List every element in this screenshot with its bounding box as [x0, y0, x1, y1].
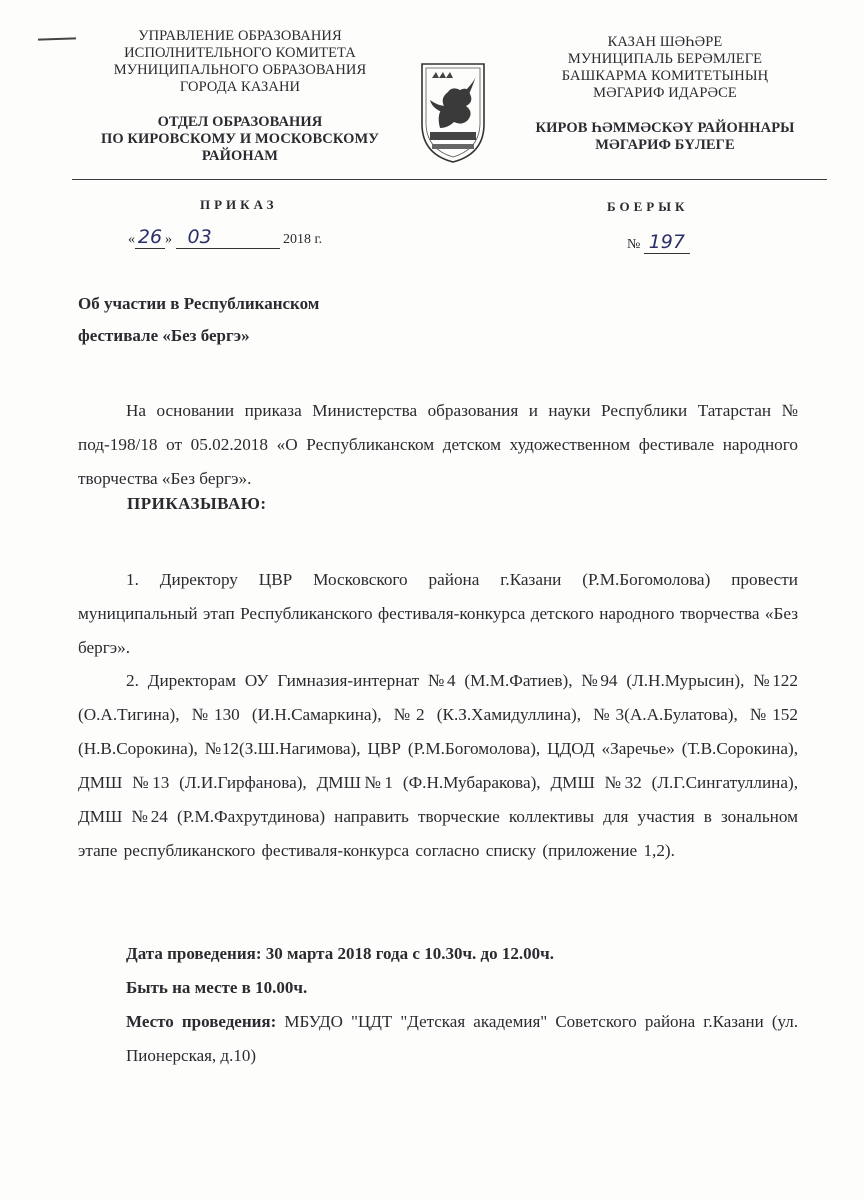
header-right-org-line: КАЗАН ШӘҺӘРЕ	[607, 34, 723, 50]
preamble-paragraph: На основании приказа Министерства образования и науки Республики Татарстан № под-198/18 от 05.02.2018 «О Республиканском детском художественном фестивале народного творчества «Без бергэ».	[78, 401, 798, 488]
header-left-org-line: МУНИЦИПАЛЬНОГО ОБРАЗОВАНИЯ	[113, 62, 367, 78]
number-prefix: №	[627, 237, 641, 252]
order-number	[627, 231, 690, 254]
event-date-line: Дата проведения: 30 марта 2018 года с 10.30ч. до 12.00ч.	[126, 944, 554, 963]
date-day: 26	[137, 226, 163, 248]
order-title-tatar: БОЕРЫК	[607, 199, 689, 214]
order-item-2: 2. Директорам ОУ Гимназия-интернат №4 (М.М.Фатиев), №94 (Л.Н.Мурысин), №122 (О.А.Тигина), №130 (И.Н.Самаркина), №2 (К.З.Хамидуллина), №3(А.А.Булатова), №152 (Н.В.Сорокина), №12(З.Ш.Нагимова), ЦВР (Р.М.Богомолова), ЦДОД «Заречье» (Т.В.Сорокина), ДМШ №13 (Л.И.Гирфанова), ДМШ№1 (Ф.Н.Мубаракова), ДМШ №32 (Л.Г.Сингатуллина), ДМШ №24 (Р.М.Фахрутдинова) направить творческие коллективы для участия в зональном этапе республиканского фестиваля-конкурса согласно списку (приложение 1,2).	[78, 671, 798, 860]
order-date	[128, 226, 322, 249]
date-year: 2018 г.	[283, 232, 323, 247]
header-right	[505, 34, 825, 154]
date-month: 03	[187, 226, 212, 248]
date-open-quote: «	[128, 232, 135, 247]
order-word: ПРИКАЗЫВАЮ:	[127, 494, 267, 513]
date-close-quote: »	[165, 232, 172, 247]
header-left-org-line: ГОРОДА КАЗАНИ	[179, 79, 301, 95]
order-title: ПРИКАЗ	[200, 197, 278, 212]
header-divider	[72, 179, 827, 180]
header-left-dept-line: ОТДЕЛ ОБРАЗОВАНИЯ	[157, 114, 323, 130]
header-left-dept-line: ПО КИРОВСКОМУ И МОСКОВСКОМУ	[100, 131, 380, 147]
subject-line: Об участии в Республиканском	[78, 294, 320, 313]
header-right-org-line: БАШКАРМА КОМИТЕТЫНЫҢ	[561, 68, 769, 84]
venue-line	[126, 1005, 798, 1073]
number-value: 197	[648, 231, 685, 253]
header-left-org-line: УПРАВЛЕНИЕ ОБРАЗОВАНИЯ	[138, 28, 342, 44]
header-right-dept-line: МӘГАРИФ БҮЛЕГЕ	[595, 137, 735, 153]
header-right-org-line: МУНИЦИПАЛЬ БЕРӘМЛЕГЕ	[567, 51, 763, 67]
order-item-1: 1. Директору ЦВР Московского района г.Казани (Р.М.Богомолова) провести муниципальный этап Республиканского фестиваля-конкурса детского народного творчества «Без бергэ».	[78, 570, 798, 657]
venue-value: МБУДО "ЦДТ "Детская академия" Советского района г.Казани (ул. Пионерская, д.10)	[126, 1012, 798, 1065]
header-right-org-line: МӘГАРИФ ИДАРӘСЕ	[593, 85, 737, 101]
header-left-dept-line: РАЙОНАМ	[201, 148, 279, 164]
header-left-org-line: ИСПОЛНИТЕЛЬНОГО КОМИТЕТА	[124, 45, 356, 61]
kazan-coat-of-arms-icon	[418, 62, 488, 164]
header-right-dept-line: КИРОВ ҺӘММӘСКӘҮ РАЙОННАРЫ	[535, 120, 795, 136]
arrival-line: Быть на месте в 10.00ч.	[126, 978, 308, 997]
venue-label: Место проведения:	[126, 1012, 277, 1031]
subject-line: фестивале «Без бергэ»	[78, 326, 250, 345]
order-subject	[78, 288, 319, 352]
header-left	[70, 28, 410, 165]
